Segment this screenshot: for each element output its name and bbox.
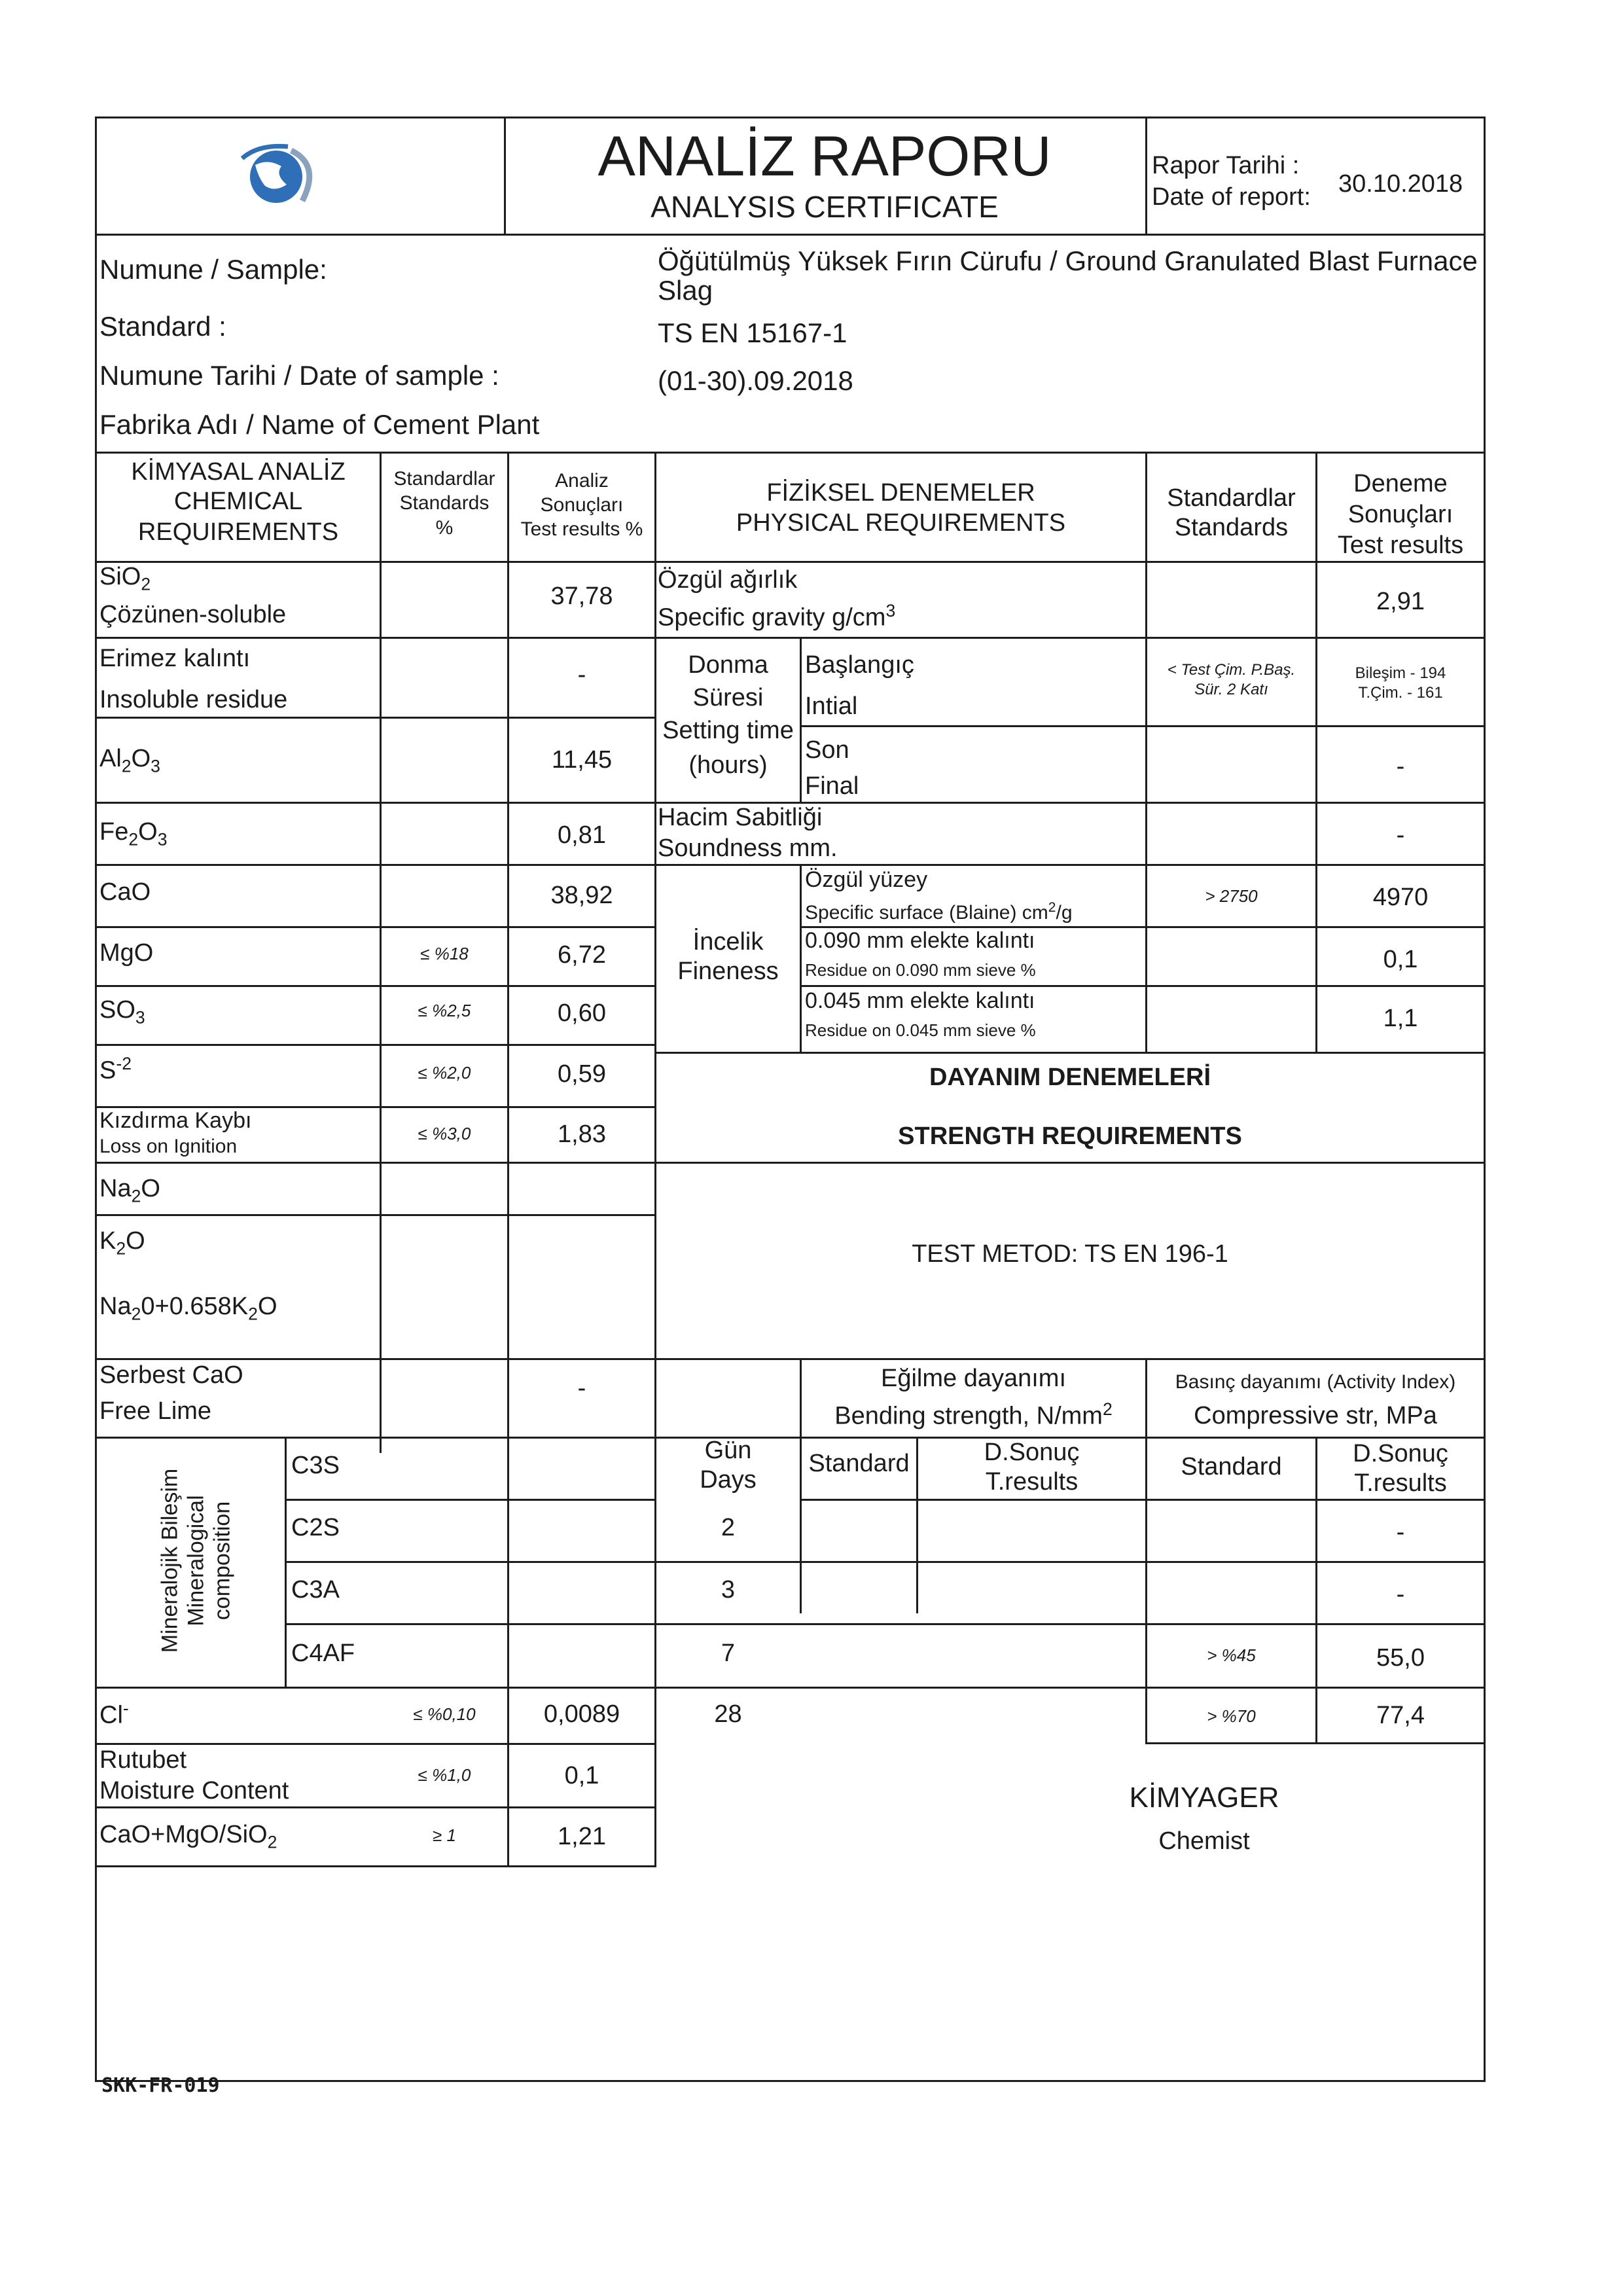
phys-col2-header-l2: Standards: [1174, 514, 1289, 541]
moisture-label-en: Moisture Content: [99, 1777, 289, 1804]
chem-col2-header-l3: %: [435, 517, 454, 539]
c3a-label: C3A: [291, 1576, 340, 1604]
sample-value-line1: Öğütülmüş Yüksek Fırın Cürufu / Ground Granulated Blast Furnace: [658, 245, 1478, 276]
day-7-compressive-standard: > %45: [1207, 1645, 1256, 1665]
fe2o3-result: 0,81: [558, 821, 606, 849]
free-lime-label-en: Free Lime: [99, 1397, 212, 1425]
loi-label-en: Loss on Ignition: [99, 1136, 238, 1157]
blaine-label-en: Specific surface (Blaine) $cm^2/g$: [805, 900, 1073, 924]
soundness-label-en: Soundness mm.: [658, 834, 838, 862]
insoluble-result: -: [577, 661, 586, 689]
sample-date-label: Numune Tarihi / Date of sample :: [99, 360, 499, 391]
chemist-title: KİMYAGER: [1129, 1782, 1279, 1814]
c2s-label: C2S: [291, 1514, 340, 1541]
phys-col1-header-l1: FİZİKSEL DENEMELER: [766, 479, 1035, 507]
chloride-result: 0,0089: [543, 1700, 620, 1728]
so3-label: $SO_3$: [99, 996, 145, 1028]
sieve-045-result: 1,1: [1383, 1005, 1418, 1032]
ratio-standard: ≥ 1: [433, 1825, 456, 1845]
standard-value: TS EN 15167-1: [658, 317, 847, 348]
day-3: 3: [721, 1576, 736, 1604]
chloride-standard: ≤ %0,10: [413, 1704, 476, 1724]
initial-set-label-tr: Başlangıç: [805, 651, 914, 679]
plant-label: Fabrika Adı / Name of Cement Plant: [99, 409, 540, 440]
moisture-standard: ≤ %1,0: [418, 1765, 471, 1785]
chloride-label: Cl-: [99, 1698, 129, 1729]
cao-result: 38,92: [550, 882, 613, 909]
initial-set-result-l1: Bileşim - 194: [1355, 664, 1446, 682]
cao-label: CaO: [99, 878, 151, 906]
mgo-result: 6,72: [558, 941, 606, 969]
sieve-090-label-en: Residue on 0.090 mm sieve %: [805, 960, 1036, 980]
report-title: ANALİZ RAPORU: [597, 125, 1052, 188]
day-28: 28: [714, 1700, 742, 1728]
na-eq-label: $Na_20+0.658K_2O$: [99, 1293, 277, 1324]
strength-title-tr: DAYANIM DENEMELERİ: [929, 1064, 1211, 1091]
chemist-subtitle: Chemist: [1158, 1827, 1250, 1855]
sio2-soluble-label: Çözünen-soluble: [99, 601, 287, 628]
phys-col1-header-l2: PHYSICAL REQUIREMENTS: [736, 509, 1066, 537]
insoluble-label-en: Insoluble residue: [99, 686, 288, 713]
initial-set-standard-l1: < Test Çim. P.Baş.: [1167, 661, 1296, 679]
sample-value-line2: Slag: [658, 275, 713, 306]
chem-col3-header-l3: Test results %: [520, 518, 643, 540]
sio2-result: 37,78: [550, 583, 613, 610]
chem-col1-header-l3: REQUIREMENTS: [137, 518, 339, 546]
bending-standard-header: Standard: [808, 1450, 910, 1477]
free-lime-result: -: [577, 1374, 586, 1402]
test-method: TEST METOD: TS EN 196-1: [912, 1240, 1228, 1268]
phys-col3-header-l1: Deneme: [1353, 470, 1448, 497]
day-28-compressive-result: 77,4: [1376, 1702, 1425, 1729]
chem-col1-header-l1: KİMYASAL ANALİZ: [131, 458, 346, 486]
chem-col3-header-l2: Sonuçları: [540, 494, 624, 516]
mgo-standard: ≤ %18: [420, 944, 469, 963]
moisture-result: 0,1: [564, 1762, 599, 1789]
setting-time-label-l1: Donma: [688, 651, 768, 679]
setting-time-label-l4: (hours): [688, 751, 768, 779]
blaine-label-tr: Özgül yüzey: [805, 867, 928, 892]
fe2o3-label: $Fe_2O_3$: [99, 818, 168, 850]
chem-col3-header-l1: Analiz: [555, 470, 609, 492]
standard-label: Standard :: [99, 311, 226, 342]
compressive-result-header-l1: D.Sonuç: [1353, 1440, 1448, 1467]
ratio-label: CaO+MgO/SiO$_2$: [99, 1821, 277, 1852]
bending-result-header-l2: T.results: [985, 1468, 1079, 1496]
s2-label: $S^{-2}$: [99, 1054, 132, 1085]
form-code: SKK-FR-019: [101, 2074, 220, 2097]
phys-col3-header-l3: Test results: [1337, 531, 1464, 559]
insoluble-label-tr: Erimez kalıntı: [99, 645, 251, 672]
phys-col2-header-l1: Standardlar: [1167, 484, 1296, 512]
so3-result: 0,60: [558, 999, 606, 1027]
day-7: 7: [721, 1640, 736, 1667]
report-date-label-tr: Rapor Tarihi :: [1152, 152, 1300, 179]
specific-gravity-result: 2,91: [1376, 588, 1425, 615]
bending-label-tr: Eğilme dayanımı: [880, 1365, 1066, 1392]
company-logo: [229, 139, 327, 211]
sieve-090-result: 0,1: [1383, 946, 1418, 973]
bending-label-en: Bending strength, $N/mm^2$: [834, 1399, 1113, 1430]
compressive-label-en: Compressive str, MPa: [1194, 1402, 1437, 1429]
sieve-045-label-tr: 0.045 mm elekte kalıntı: [805, 988, 1035, 1013]
mineral-label-l1: Mineralojik Bileşim: [157, 1468, 183, 1653]
sieve-090-label-tr: 0.090 mm elekte kalıntı: [805, 928, 1035, 953]
blaine-result: 4970: [1372, 884, 1429, 911]
chem-col2-header-l1: Standardlar: [393, 468, 495, 490]
report-date-label-en: Date of report:: [1152, 183, 1311, 211]
mgo-label: MgO: [99, 939, 154, 967]
final-set-label-tr: Son: [805, 736, 849, 764]
day-2: 2: [721, 1514, 736, 1541]
ratio-result: 1,21: [558, 1823, 606, 1850]
report-subtitle: ANALYSIS CERTIFICATE: [651, 190, 999, 224]
c3s-label: C3S: [291, 1452, 340, 1479]
free-lime-label-tr: Serbest CaO: [99, 1361, 243, 1389]
initial-set-standard-l2: Sür. 2 Katı: [1194, 681, 1268, 698]
day-28-compressive-standard: > %70: [1207, 1706, 1256, 1726]
loi-result: 1,83: [558, 1121, 606, 1148]
soundness-label-tr: Hacim Sabitliği: [658, 804, 823, 831]
days-header-en: Days: [700, 1466, 757, 1494]
compressive-result-header-l2: T.results: [1354, 1469, 1447, 1497]
strength-title-en: STRENGTH REQUIREMENTS: [898, 1122, 1242, 1150]
s2-result: 0,59: [558, 1060, 606, 1088]
specific-gravity-label-en: Specific gravity $g/cm^3$: [658, 601, 896, 632]
fineness-label-tr: İncelik: [692, 928, 764, 956]
compressive-standard-header: Standard: [1181, 1453, 1282, 1480]
day-2-compressive-result: -: [1396, 1518, 1405, 1546]
chem-col2-header-l2: Standards: [399, 492, 490, 514]
c4af-label: C4AF: [291, 1640, 355, 1667]
setting-time-label-l2: Süresi: [692, 684, 764, 711]
so3-standard: ≤ %2,5: [418, 1001, 471, 1020]
mineral-label-l3: composition: [209, 1501, 235, 1621]
s2-standard: ≤ %2,0: [418, 1063, 471, 1083]
bending-result-header-l1: D.Sonuç: [984, 1439, 1080, 1466]
mineral-label-l2: Mineralogical: [183, 1495, 209, 1626]
final-set-label-en: Final: [805, 772, 859, 800]
soundness-result: -: [1396, 821, 1405, 849]
loi-standard: ≤ %3,0: [418, 1124, 471, 1143]
compressive-label-tr: Basınç dayanımı (Activity Index): [1175, 1371, 1456, 1393]
k2o-label: $K_2O$: [99, 1227, 145, 1259]
day-7-compressive-result: 55,0: [1376, 1644, 1425, 1672]
final-set-result: -: [1396, 753, 1405, 780]
moisture-label-tr: Rutubet: [99, 1746, 187, 1774]
sio2-label: SiO$_2$: [99, 563, 151, 594]
initial-set-label-en: Intial: [805, 692, 858, 720]
sample-date-value: (01-30).09.2018: [658, 365, 853, 396]
initial-set-result-l2: T.Çim. - 161: [1358, 684, 1443, 702]
sample-label: Numune / Sample:: [99, 254, 327, 285]
al2o3-result: 11,45: [551, 746, 613, 774]
day-3-compressive-result: -: [1396, 1581, 1405, 1608]
chem-col1-header-l2: CHEMICAL: [173, 488, 303, 515]
fineness-label-en: Fineness: [677, 958, 779, 985]
loi-label-tr: Kızdırma Kaybı: [99, 1108, 252, 1133]
days-header-tr: Gün: [704, 1437, 752, 1464]
setting-time-label-l3: Setting time: [662, 717, 794, 744]
al2o3-label: $Al_2O_3$: [99, 745, 160, 776]
specific-gravity-label-tr: Özgül ağırlık: [658, 566, 798, 594]
phys-col3-header-l2: Sonuçları: [1347, 501, 1454, 528]
report-date: 30.10.2018: [1338, 170, 1463, 198]
na2o-label: $Na_2O$: [99, 1175, 160, 1206]
blaine-standard: > 2750: [1205, 886, 1258, 906]
sieve-045-label-en: Residue on 0.045 mm sieve %: [805, 1020, 1036, 1040]
